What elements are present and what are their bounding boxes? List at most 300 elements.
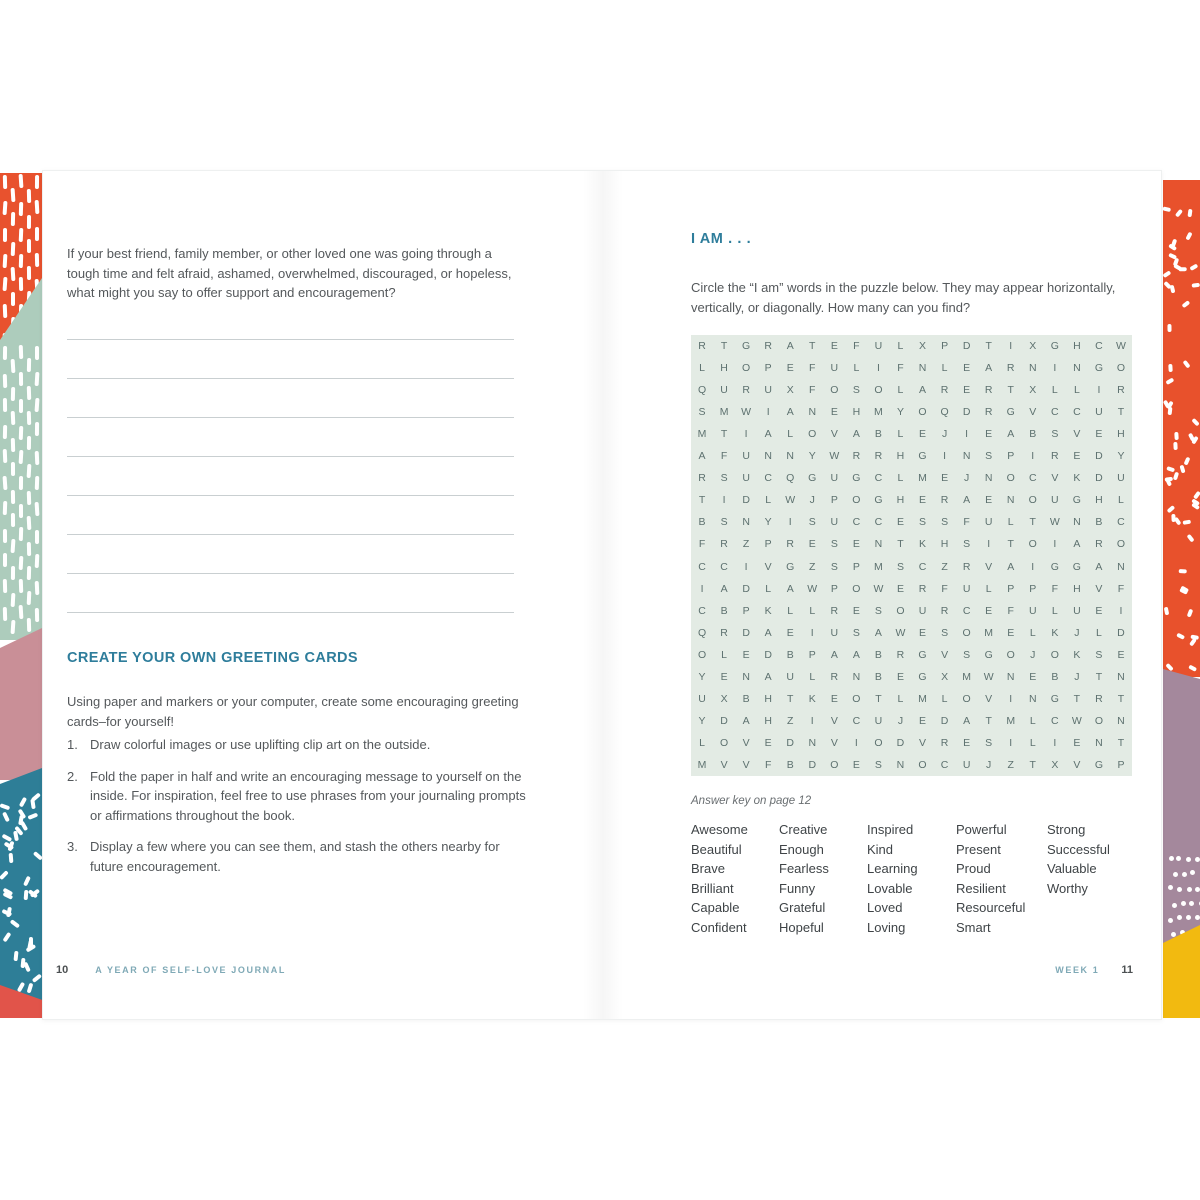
journal-prompt: If your best friend, family member, or other loved one was going through a tough time and felt afraid, ashamed, overwhelmed, discouraged, or hopeless, what might you say to offer support and encouragement? xyxy=(67,246,512,300)
grid-letter: R xyxy=(1095,538,1103,551)
grid-letter: J xyxy=(963,472,970,485)
grid-letter: F xyxy=(698,538,706,551)
grid-letter: W xyxy=(1116,340,1126,353)
grid-letter: X xyxy=(1029,384,1037,397)
word-list-item: Resourceful xyxy=(956,900,1026,915)
pattern-mark xyxy=(1191,283,1199,288)
grid-letter: U xyxy=(874,340,883,353)
pattern-mark xyxy=(1179,569,1187,573)
grid-letter: V xyxy=(919,736,927,749)
grid-letter: Q xyxy=(697,626,707,639)
word-list-item: Resilient xyxy=(956,880,1006,896)
grid-letter: E xyxy=(1073,450,1081,463)
grid-letter: U xyxy=(698,692,706,705)
grid-letter: L xyxy=(897,472,904,485)
list-item-text: Display a few where you can see them, and stash the others nearby for future encouragement. xyxy=(90,839,500,874)
grid-letter: U xyxy=(764,384,772,397)
pattern-mark xyxy=(35,175,39,189)
list-item xyxy=(67,735,533,755)
grid-letter: Y xyxy=(698,714,706,727)
pattern-mark xyxy=(11,462,15,476)
grid-letter: A xyxy=(919,384,927,397)
grid-letter: C xyxy=(874,516,883,529)
pattern-mark xyxy=(19,345,24,359)
decor-orange-seeds xyxy=(1163,180,1200,677)
grid-letter: G xyxy=(1050,560,1059,573)
grid-letter: Y xyxy=(698,670,706,683)
grid-letter: T xyxy=(985,340,992,353)
grid-letter: I xyxy=(744,560,748,573)
pattern-mark xyxy=(18,797,26,807)
grid-letter: H xyxy=(852,406,861,419)
pattern-mark xyxy=(19,426,24,440)
grid-letter: N xyxy=(874,538,883,551)
grid-letter: O xyxy=(874,384,883,397)
grid-letter: M xyxy=(874,406,883,419)
grid-letter: U xyxy=(1028,604,1037,617)
word-list-column xyxy=(956,820,1047,937)
writing-line xyxy=(67,534,514,535)
grid-letter: L xyxy=(1051,384,1058,397)
grid-letter: R xyxy=(984,384,993,397)
list-item-number: 3. xyxy=(67,839,78,854)
grid-letter: E xyxy=(919,428,927,441)
pattern-mark xyxy=(11,539,16,553)
grid-letter: T xyxy=(897,538,904,551)
answer-key-note: Answer key on page 12 xyxy=(691,794,812,807)
grid-letter: L xyxy=(1118,494,1124,507)
grid-letter: N xyxy=(1095,736,1103,749)
pattern-mark xyxy=(1174,442,1178,450)
grid-letter: G xyxy=(808,472,817,485)
grid-letter: U xyxy=(742,450,750,463)
grid-letter: I xyxy=(810,626,814,639)
grid-letter: E xyxy=(919,626,927,639)
grid-letter: B xyxy=(1029,428,1037,441)
grid-letter: L xyxy=(787,604,794,617)
grid-letter: S xyxy=(896,560,904,573)
grid-letter: D xyxy=(962,406,971,419)
grid-letter: C xyxy=(962,604,971,617)
pattern-mark xyxy=(27,436,31,450)
grid-letter: C xyxy=(874,472,883,485)
grid-letter: I xyxy=(854,736,858,749)
grid-letter: R xyxy=(720,538,728,551)
pattern-mark xyxy=(1174,432,1178,440)
grid-letter: C xyxy=(720,560,728,573)
grid-letter: H xyxy=(1095,494,1103,507)
grid-letter: L xyxy=(853,362,860,375)
grid-letter: R xyxy=(896,648,905,661)
pattern-mark xyxy=(1166,466,1175,472)
grid-letter: K xyxy=(1073,648,1081,661)
pattern-mark xyxy=(11,267,16,281)
pattern-mark xyxy=(35,451,40,465)
grid-letter: R xyxy=(940,736,949,749)
pattern-mark xyxy=(27,618,31,632)
pattern-mark xyxy=(11,620,16,634)
pattern-mark xyxy=(1170,285,1175,294)
grid-letter: J xyxy=(809,494,815,507)
grid-letter: D xyxy=(1095,472,1103,485)
grid-letter: L xyxy=(809,604,816,617)
pattern-dot xyxy=(1172,903,1177,908)
grid-letter: N xyxy=(1006,494,1015,507)
grid-letter: S xyxy=(698,406,706,419)
pattern-mark xyxy=(3,553,7,567)
grid-letter: G xyxy=(786,560,795,573)
grid-letter: E xyxy=(764,736,772,749)
grid-letter: I xyxy=(1053,538,1057,551)
pattern-mark xyxy=(35,530,39,544)
grid-letter: O xyxy=(1116,538,1126,551)
grid-letter: D xyxy=(940,714,949,727)
pattern-dot xyxy=(1181,901,1186,906)
grid-letter: R xyxy=(940,384,949,397)
grid-letter: I xyxy=(1009,692,1013,705)
pattern-mark xyxy=(1169,363,1173,371)
grid-letter: E xyxy=(1073,736,1081,749)
grid-letter: M xyxy=(874,560,883,573)
pattern-mark xyxy=(35,372,40,386)
grid-letter: X xyxy=(1029,340,1037,353)
pattern-mark xyxy=(27,463,32,477)
grid-letter: W xyxy=(983,670,994,683)
grid-letter: O xyxy=(1006,472,1015,485)
grid-letter: B xyxy=(874,670,882,683)
grid-letter: R xyxy=(720,626,728,639)
grid-letter: T xyxy=(787,692,794,705)
book-spine-shadow xyxy=(583,171,623,1019)
grid-letter: L xyxy=(1029,626,1036,639)
grid-letter: E xyxy=(896,582,904,595)
list-item-number: 2. xyxy=(67,768,78,784)
grid-letter: I xyxy=(1009,340,1013,353)
word-list-item: Brave xyxy=(691,861,725,876)
grid-letter: C xyxy=(918,560,927,573)
grid-letter: O xyxy=(830,758,839,771)
grid-letter: L xyxy=(985,582,992,595)
pattern-mark xyxy=(11,566,15,580)
grid-letter: N xyxy=(764,450,772,463)
grid-letter: A xyxy=(1007,428,1015,441)
grid-letter: I xyxy=(1053,736,1057,749)
writing-line xyxy=(67,456,514,457)
pattern-mark xyxy=(3,374,7,388)
grid-letter: E xyxy=(852,604,860,617)
grid-letter: C xyxy=(1051,406,1059,419)
grid-letter: S xyxy=(985,736,993,749)
grid-letter: O xyxy=(830,384,839,397)
grid-letter: O xyxy=(1028,538,1037,551)
grid-letter: U xyxy=(830,516,839,529)
pattern-mark xyxy=(3,501,8,515)
grid-letter: E xyxy=(963,384,971,397)
grid-letter: T xyxy=(1117,736,1125,749)
list-item-number: 1. xyxy=(67,737,78,752)
grid-letter: T xyxy=(1007,538,1014,551)
grid-letter: V xyxy=(941,648,949,661)
pattern-mark xyxy=(35,608,39,622)
grid-letter: S xyxy=(720,472,728,485)
grid-letter: R xyxy=(698,340,706,353)
grid-letter: O xyxy=(918,406,927,419)
word-list-item: Inspired xyxy=(867,822,914,837)
grid-letter: L xyxy=(765,582,772,595)
numbered-steps xyxy=(67,735,533,888)
list-item-text: Fold the paper in half and write an encouraging message to yourself on the inside. For inspiration, feel free to use phrases from your journaling prompts or affirmations throughout the book. xyxy=(90,768,526,823)
grid-letter: I xyxy=(965,428,969,441)
grid-letter: A xyxy=(698,450,706,463)
pattern-mark xyxy=(3,277,8,291)
pattern-dot xyxy=(1189,901,1194,906)
grid-letter: D xyxy=(720,714,728,727)
grid-letter: G xyxy=(1072,494,1081,507)
pattern-mark xyxy=(19,555,24,569)
pattern-mark xyxy=(9,920,19,929)
pattern-mark xyxy=(27,215,31,229)
grid-letter: O xyxy=(1050,648,1059,661)
grid-letter: G xyxy=(918,670,927,683)
decor-sage-dashes xyxy=(0,278,42,640)
puzzle-heading: I AM . . . xyxy=(691,231,752,247)
grid-letter: O xyxy=(1006,648,1015,661)
pattern-mark xyxy=(31,974,41,983)
grid-letter: F xyxy=(809,384,816,397)
grid-letter: I xyxy=(943,450,947,463)
grid-letter: P xyxy=(808,648,816,661)
word-list-item: Powerful xyxy=(956,822,1007,837)
grid-letter: T xyxy=(720,340,728,353)
word-list-item: Enough xyxy=(779,841,824,857)
grid-letter: X xyxy=(1051,758,1059,771)
pattern-mark xyxy=(35,422,39,436)
grid-letter: T xyxy=(875,692,882,705)
pattern-mark xyxy=(1187,609,1193,618)
grid-letter: X xyxy=(786,384,794,397)
word-list-item: Fearless xyxy=(779,861,829,876)
grid-letter: G xyxy=(984,648,993,661)
grid-letter: V xyxy=(720,758,728,771)
pattern-mark xyxy=(11,438,15,452)
word-list-item: Worthy xyxy=(1047,880,1088,896)
grid-letter: A xyxy=(830,648,838,661)
grid-letter: Y xyxy=(808,450,816,463)
pattern-mark xyxy=(35,581,40,595)
grid-letter: K xyxy=(1051,626,1059,639)
grid-letter: V xyxy=(764,560,772,573)
grid-letter: I xyxy=(766,406,770,419)
grid-letter: B xyxy=(786,648,794,661)
grid-letter: F xyxy=(1051,582,1059,595)
grid-letter: D xyxy=(742,582,750,595)
grid-letter: W xyxy=(1049,516,1060,529)
grid-letter: G xyxy=(1072,560,1081,573)
grid-letter: U xyxy=(1051,494,1059,507)
week-label: WEEK 1 xyxy=(1055,965,1100,975)
grid-letter: T xyxy=(985,714,992,727)
grid-letter: O xyxy=(962,626,971,639)
grid-letter: F xyxy=(897,362,904,375)
grid-letter: T xyxy=(1029,516,1036,529)
grid-letter: E xyxy=(830,340,838,353)
grid-letter: W xyxy=(895,626,906,639)
grid-letter: N xyxy=(1117,560,1125,573)
pattern-mark xyxy=(1186,231,1193,240)
pattern-mark xyxy=(24,875,31,886)
grid-letter: N xyxy=(1117,670,1125,683)
list-item-text: Draw colorful images or use uplifting clip art on the outside. xyxy=(90,737,431,752)
grid-letter: G xyxy=(874,494,883,507)
grid-letter: S xyxy=(963,648,971,661)
grid-letter: I xyxy=(722,494,726,507)
grid-letter: B xyxy=(698,516,706,529)
grid-letter: A xyxy=(852,428,860,441)
pattern-dot xyxy=(1177,915,1182,920)
word-list-item: Lovable xyxy=(867,880,913,896)
grid-letter: S xyxy=(874,758,882,771)
pattern-mark xyxy=(19,399,23,413)
grid-letter: N xyxy=(808,406,817,419)
grid-letter: P xyxy=(764,538,772,551)
pattern-dot xyxy=(1177,887,1182,892)
grid-letter: N xyxy=(1028,692,1037,705)
writing-line xyxy=(67,495,514,496)
pattern-mark xyxy=(0,804,10,811)
grid-letter: O xyxy=(719,736,729,749)
pattern-mark xyxy=(1181,300,1189,308)
open-journal xyxy=(42,170,1162,1020)
grid-letter: S xyxy=(874,604,882,617)
grid-letter: E xyxy=(1095,604,1103,617)
grid-letter: D xyxy=(764,648,772,661)
grid-letter: N xyxy=(918,362,927,375)
grid-letter: Z xyxy=(1007,758,1014,771)
pattern-mark xyxy=(0,870,9,880)
word-list-column xyxy=(1047,820,1110,937)
grid-letter: A xyxy=(764,670,772,683)
grid-letter: V xyxy=(1073,428,1081,441)
grid-letter: A xyxy=(720,582,728,595)
grid-letter: S xyxy=(852,626,860,639)
pattern-mark xyxy=(19,476,23,490)
grid-letter: I xyxy=(1031,560,1035,573)
grid-letter: N xyxy=(984,472,993,485)
grid-letter: R xyxy=(1117,384,1125,397)
grid-letter: S xyxy=(1095,648,1103,661)
grid-letter: T xyxy=(1029,758,1036,771)
grid-letter: O xyxy=(874,736,883,749)
grid-letter: T xyxy=(1117,692,1125,705)
grid-letter: M xyxy=(697,428,707,441)
grid-letter: P xyxy=(1117,758,1125,771)
grid-letter: R xyxy=(918,582,927,595)
grid-letter: G xyxy=(742,340,751,353)
grid-letter: V xyxy=(742,736,750,749)
grid-letter: J xyxy=(1074,670,1080,683)
grid-letter: C xyxy=(940,758,949,771)
pattern-mark xyxy=(3,304,8,318)
grid-letter: E xyxy=(919,494,927,507)
grid-letter: N xyxy=(742,670,750,683)
word-list-item: Loved xyxy=(867,900,903,915)
grid-letter: E xyxy=(830,406,838,419)
grid-letter: U xyxy=(918,604,927,617)
pattern-mark xyxy=(27,189,31,203)
grid-letter: U xyxy=(874,714,883,727)
pattern-mark xyxy=(27,491,31,505)
grid-letter: J xyxy=(897,714,904,727)
grid-letter: O xyxy=(1028,494,1037,507)
grid-letter: W xyxy=(1071,714,1082,727)
pattern-dot xyxy=(1195,915,1200,920)
grid-letter: D xyxy=(786,736,794,749)
grid-letter: L xyxy=(1029,714,1036,727)
pattern-mark xyxy=(35,200,40,214)
word-list-item: Grateful xyxy=(779,900,826,915)
grid-letter: V xyxy=(830,428,838,441)
pattern-mark xyxy=(11,386,15,400)
grid-letter: C xyxy=(698,604,706,617)
pattern-mark xyxy=(19,277,23,291)
book-title-runner: A YEAR OF SELF-LOVE JOURNAL xyxy=(95,965,286,975)
grid-letter: N xyxy=(1028,362,1037,375)
grid-letter: L xyxy=(1051,604,1058,617)
grid-letter: M xyxy=(918,472,927,485)
grid-letter: F xyxy=(1117,582,1125,595)
list-item xyxy=(67,767,533,826)
pattern-mark xyxy=(3,175,7,189)
pattern-mark xyxy=(1168,406,1172,414)
grid-letter: S xyxy=(941,626,949,639)
grid-letter: F xyxy=(720,450,728,463)
pattern-mark xyxy=(1177,633,1186,640)
grid-letter: R xyxy=(984,406,993,419)
grid-letter: O xyxy=(852,582,861,595)
grid-letter: B xyxy=(742,692,750,705)
cover-edge-right xyxy=(1163,180,1200,1018)
pattern-mark xyxy=(35,502,40,516)
grid-letter: A xyxy=(742,714,750,727)
grid-letter: Z xyxy=(742,538,750,551)
pattern-mark xyxy=(35,398,40,412)
grid-letter: X xyxy=(720,692,728,705)
grid-letter: E xyxy=(808,538,816,551)
grid-letter: R xyxy=(786,538,794,551)
pattern-mark xyxy=(35,476,40,490)
right-page-footer xyxy=(1055,964,1133,976)
pattern-mark xyxy=(11,513,15,527)
grid-letter: S xyxy=(919,516,927,529)
grid-letter: J xyxy=(1074,626,1080,639)
grid-letter: P xyxy=(742,604,750,617)
grid-letter: N xyxy=(896,758,905,771)
grid-letter: L xyxy=(897,428,904,441)
grid-letter: E xyxy=(919,714,927,727)
writing-line xyxy=(67,573,514,574)
grid-letter: H xyxy=(896,494,905,507)
grid-letter: T xyxy=(1073,692,1081,705)
pattern-mark xyxy=(1163,207,1171,212)
grid-letter: L xyxy=(721,648,727,661)
grid-letter: Q xyxy=(697,384,707,397)
pattern-mark xyxy=(25,944,35,952)
pattern-mark xyxy=(19,605,24,619)
grid-letter: N xyxy=(742,516,750,529)
pattern-mark xyxy=(19,254,23,268)
pattern-dot xyxy=(1168,885,1173,890)
grid-letter: R xyxy=(1006,362,1015,375)
